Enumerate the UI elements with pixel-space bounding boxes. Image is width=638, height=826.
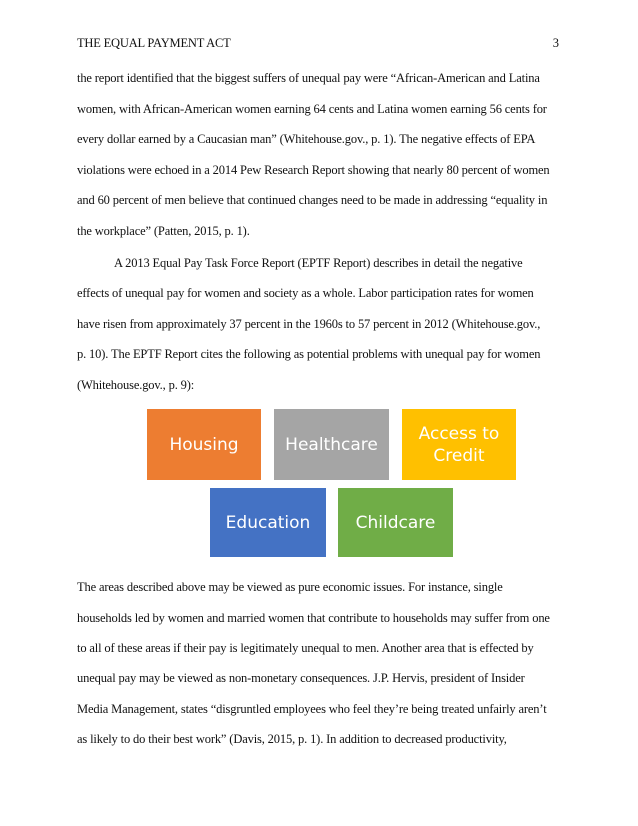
healthcare-box: Healthcare xyxy=(274,409,389,480)
paragraph3-line: unequal pay may be viewed as non-monetary consequences. J.P. Hervis, president of Insider xyxy=(77,671,525,685)
access-to-credit-line-1: Access to xyxy=(418,423,500,444)
access-to-credit-box xyxy=(402,409,516,480)
paragraph2-line: have risen from approximately 37 percent in the 1960s to 57 percent in 2012 (Whitehouse.gov., xyxy=(77,317,541,331)
housing-box: Housing xyxy=(147,409,261,480)
paragraph1-line: the workplace” (Patten, 2015, p. 1). xyxy=(77,224,250,238)
paragraph1-line: women, with African-American women earning 64 cents and Latina women earning 56 cents for xyxy=(77,102,547,116)
paragraph1-line: and 60 percent of men believe that continued changes need to be made in addressing “equality in xyxy=(77,193,548,207)
paragraph1-line: every dollar earned by a Caucasian man” (Whitehouse.gov., p. 1). The negative effects of EPA xyxy=(77,132,536,146)
paragraph3-line: households led by women and married women that contribute to households may suffer from one xyxy=(77,611,550,625)
page-number: 3 xyxy=(552,36,559,50)
running-header xyxy=(77,36,559,52)
paragraph3-line: Media Management, states “disgruntled employees who feel they’re being treated unfairly aren’t xyxy=(77,702,547,716)
paragraph1-line: the report identified that the biggest suffers of unequal pay were “African-American and Latina xyxy=(77,71,540,85)
paragraph2-line: effects of unequal pay for women and society as a whole. Labor participation rates for women xyxy=(77,286,534,300)
paragraph2-line: p. 10). The EPTF Report cites the following as potential problems with unequal pay for women xyxy=(77,347,541,361)
paragraph2-line: A 2013 Equal Pay Task Force Report (EPTF Report) describes in detail the negative xyxy=(114,256,523,270)
childcare-box: Childcare xyxy=(338,488,453,557)
paragraph3-line: as likely to do their best work” (Davis, 2015, p. 1). In addition to decreased productivity, xyxy=(77,732,507,746)
education-box: Education xyxy=(210,488,326,557)
paragraph3-line: to all of these areas if their pay is legitimately unequal to men. Another area that is effected by xyxy=(77,641,534,655)
access-to-credit-line-2: Credit xyxy=(433,445,485,466)
paragraph2-line: (Whitehouse.gov., p. 9): xyxy=(77,378,195,392)
running-head-title: THE EQUAL PAYMENT ACT xyxy=(77,36,231,50)
paragraph1-line: violations were echoed in a 2014 Pew Research Report showing that nearly 80 percent of women xyxy=(77,163,550,177)
paragraph3-line: The areas described above may be viewed as pure economic issues. For instance, single xyxy=(77,580,503,594)
